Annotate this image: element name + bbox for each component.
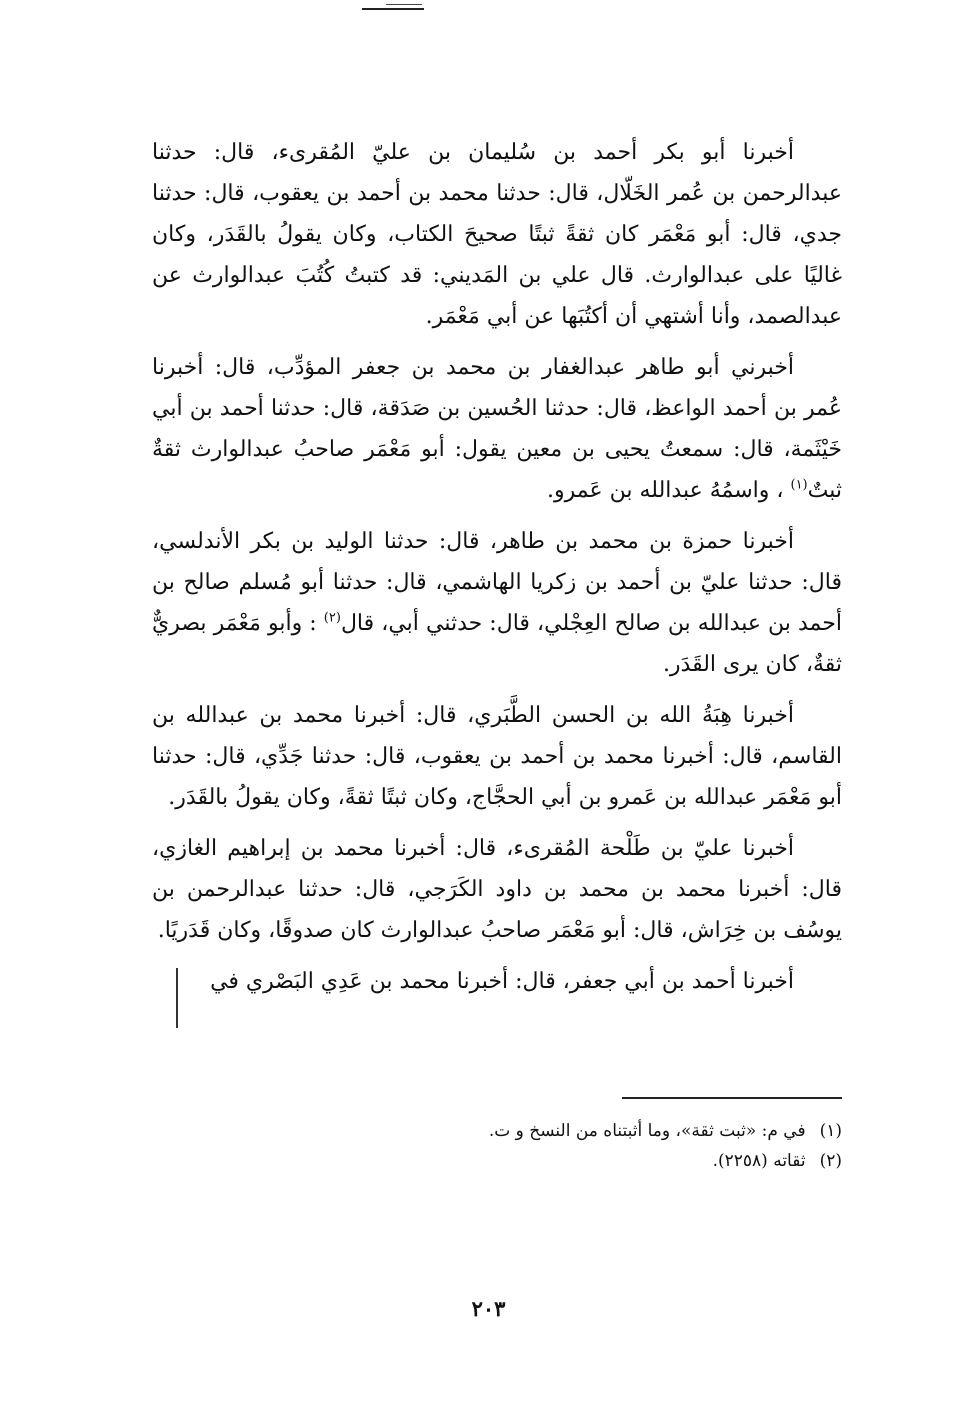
paragraph-text: أخبرنا عليّ بن طَلْحة المُقرىء، قال: أخبرنا محمد بن إبراهيم الغازي، قال: أخبرنا محمد بن محمد بن داود الكَرَجي، قال: حدثنا عبدالرحمن بن يوسُف بن خِرَاش، قال: أبو مَعْمَر صاحبُ عبدالوارث كان صدوقًا، وكان قَدَريًا.	[152, 836, 842, 943]
footnote-number: (١)	[819, 1121, 842, 1141]
paragraph-4	[152, 695, 842, 818]
paragraph-text-after-note: : وأبو مَعْمَر بصريٌّ ثقةٌ، كان يرى القَدَر.	[152, 611, 842, 677]
paragraph-5	[152, 828, 842, 951]
footnote-number: (٢)	[819, 1151, 842, 1171]
paragraph-1	[152, 132, 842, 337]
footnote-1	[300, 1116, 842, 1146]
paragraph-text: أخبرنا أحمد بن أبي جعفر، قال: أخبرنا محمد بن عَدِي البَصْري في	[210, 969, 794, 994]
footnote-divider	[622, 1097, 842, 1099]
paragraph-text: أخبرنا هِبَةُ الله بن الحسن الطَّبَري، قال: أخبرنا محمد بن عبدالله بن القاسم، قال: أخبرنا محمد بن أحمد بن يعقوب، قال: حدثنا جَدِّي، قال: حدثنا أبو مَعْمَر عبدالله بن عَمرو بن أبي الحجَّاج، وكان ثبتًا ثقةً، وكان يقولُ بالقَدَر.	[152, 703, 842, 810]
footnote-text: ثقاته (٢٢٥٨).	[712, 1151, 806, 1171]
paragraph-text: أخبرني أبو طاهر عبدالغفار بن محمد بن جعفر المؤدِّب، قال: أخبرنا عُمر بن أحمد الواعظ، قال: حدثنا الحُسين بن صَدَقة، قال: حدثنا أحمد بن أبي خَيْثَمة، قال: سمعتُ يحيى بن معين يقول: أبو مَعْمَر صاحبُ عبدالوارث ثقةٌ ثبتٌ	[152, 355, 843, 503]
footnote-ref-1[interactable]: (١)	[790, 477, 808, 493]
paragraph-2	[152, 347, 842, 511]
paragraph-3	[152, 521, 842, 685]
footnote-ref-2[interactable]: (٢)	[323, 610, 341, 626]
footnote-2	[300, 1146, 842, 1176]
page-number: ٢٠٣	[471, 1296, 506, 1321]
page-body	[152, 132, 842, 1012]
paragraph-text-after-note: ، واسمُهُ عبدالله بن عَمرو.	[547, 478, 784, 503]
paragraph-text: أخبرنا حمزة بن محمد بن طاهر، قال: حدثنا الوليد بن بكر الأندلسي، قال: حدثنا عليّ بن أحمد بن زكريا الهاشمي، قال: حدثنا أبو مُسلم صالح بن أحمد بن عبدالله بن صالح العِجْلي، قال: حدثني أبي، قال	[152, 529, 842, 636]
paragraph-6	[152, 961, 842, 1002]
top-header-mark	[362, 8, 424, 10]
footnote-text: في م: «ثبت ثقة»، وما أثبتناه من النسخ و ت.	[488, 1121, 806, 1141]
footnotes	[300, 1116, 842, 1176]
paragraph-text: أخبرنا أبو بكر أحمد بن سُليمان بن عليّ المُقرىء، قال: حدثنا عبدالرحمن بن عُمر الخَلّال، قال: حدثنا محمد بن أحمد بن يعقوب، قال: حدثنا جدي، قال: أبو مَعْمَر كان ثقةً ثبتًا صحيحَ الكتاب، وكان يقولُ بالقَدَر، وكان غاليًا على عبدالوارث. قال علي بن المَديني: قد كتبتُ كُتُبَ عبدالوارث عن عبدالصمد، وأنا أشتهي أن أكتُبَها عن أبي مَعْمَر.	[152, 140, 842, 329]
